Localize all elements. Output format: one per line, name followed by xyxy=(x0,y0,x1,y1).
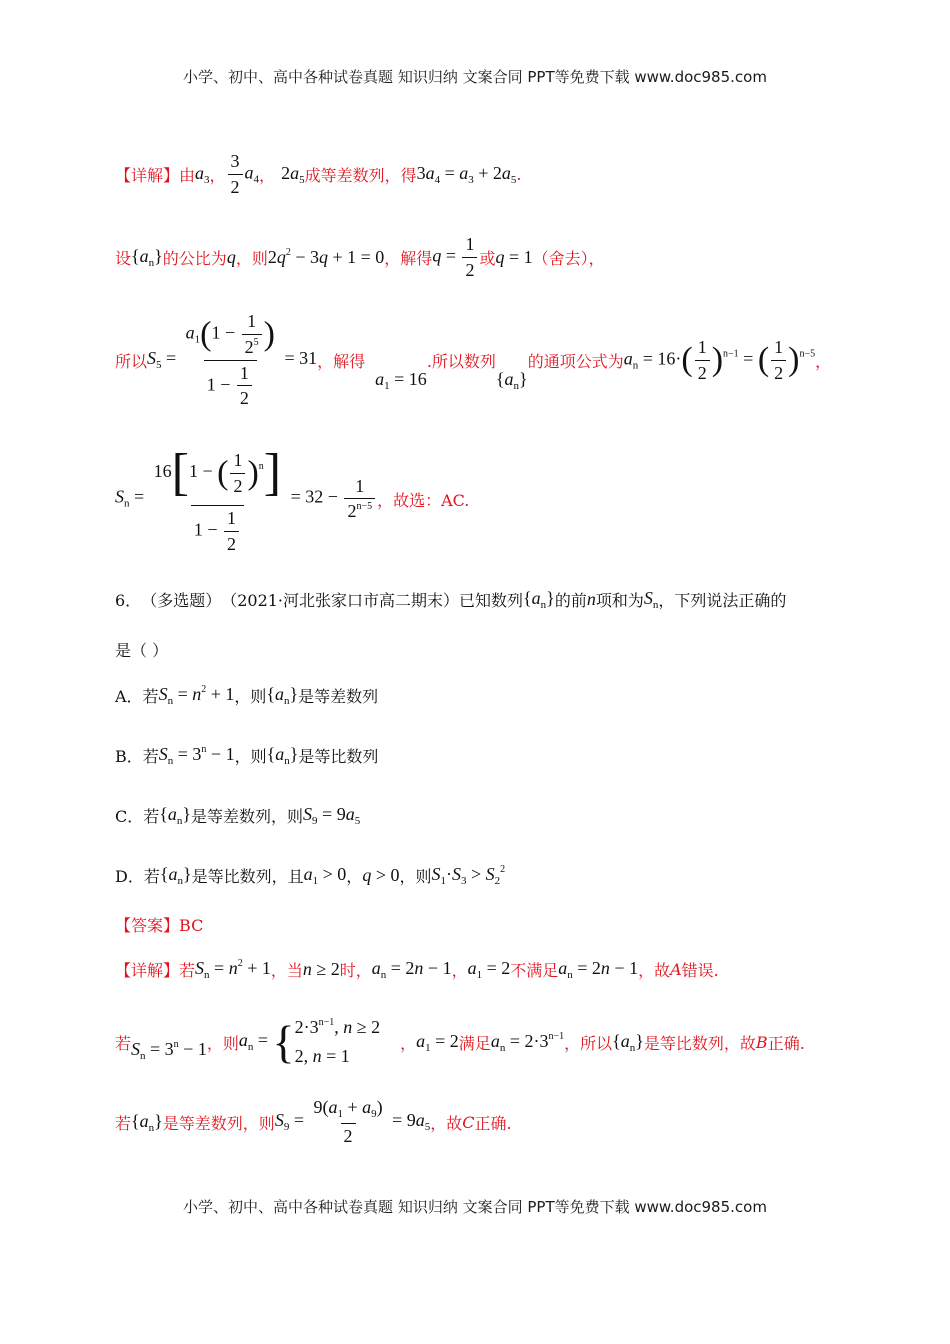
math-q: q xyxy=(226,246,236,267)
detail-line-3: 若 $\{a_n\}$ 是等差数列，则 $S_9$ = $\frac{9(a_1 + a_9)}{2}$ = $9a_5$ ，故 C 正确. xyxy=(115,1097,512,1146)
math-s5-formula: $S_5$ = $a_1(1$ − $\frac{1}{2^5}$ ) 1 − $\frac{1}{2}$ = 31 xyxy=(147,311,318,409)
answer-value: BC xyxy=(179,916,204,935)
page-header: 小学、初中、高中各种试卷真题 知识归纳 文案合同 PPT等免费下载 www.doc985.com xyxy=(183,68,767,86)
page-footer: 小学、初中、高中各种试卷真题 知识归纳 文案合同 PPT等免费下载 www.doc985.com xyxy=(183,1198,767,1216)
sol5-line-3: 所以 $S_5$ = $a_1(1$ − $\frac{1}{2^5}$ ) 1 − $\frac{1}{2}$ = 31 ，解得 $a_1 = 16$ .所以数列 $\{a_n\}$ 的通项公式为 $a_n = 16\cdot$( $\frac{1}{2}$ )$^{n-1}$ = ( $\frac{1}{2}$ )$^{n-5}$ ， xyxy=(115,311,832,409)
math-seq-an-2: $\{a_n\}$ xyxy=(495,368,528,392)
math-general-term: $a_n = 16\cdot$( $\frac{1}{2}$ )$^{n-1}$ = ( $\frac{1}{2}$ )$^{n-5}$ xyxy=(623,336,816,383)
sol5-line-4: $S_n$ = 16[1 − ( $\frac{1}{2}$ )$^n$] 1 − $\frac{1}{2}$ = 32 − $\frac{1}{2^{n-5}}$ ，故选：AC. xyxy=(115,444,470,554)
math-q-half: q = $\frac{1}{2}$ xyxy=(432,234,479,280)
question-number: 6． xyxy=(115,590,142,610)
math-eq-3a4: $3a_4 = a_3 + 2a_5$ xyxy=(416,162,517,186)
math-2a5: $2a_5$ xyxy=(281,162,305,186)
question-source: （2021·河北张家口市高二期末） xyxy=(221,590,460,610)
question-6-stem-cont: 是（ ） xyxy=(115,641,169,660)
math-seq-an: $\{a_n\}$ xyxy=(131,245,163,269)
math-quadratic: $2q^2 - 3q + 1 = 0$ xyxy=(267,246,385,267)
math-a3: $a_3$ xyxy=(195,162,210,186)
option-d: D．若 $\{a_n\}$ 是等比数列，且 $a_1 > 0$ ， q > 0 ，则 $S_1\cdot S_3 > S_2^2$ xyxy=(115,863,506,887)
math-a1-16: $a_1 = 16$ xyxy=(375,368,427,392)
detail-tag: 【详解】 xyxy=(115,165,180,185)
answer-line: 【答案】BC xyxy=(115,916,204,935)
option-c: C．若 $\{a_n\}$ 是等差数列，则 $S_9 = 9a_5$ xyxy=(115,803,361,827)
math-q-one: q = 1 xyxy=(495,246,533,267)
math-sn-formula: $S_n$ = 16[1 − ( $\frac{1}{2}$ )$^n$] 1 − $\frac{1}{2}$ = 32 − $\frac{1}{2^{n-5}}$ xyxy=(115,443,377,554)
question-6-stem: 6． （多选题） （2021·河北张家口市高二期末） 已知数列 $\{a_n\}$ 的前 n 项和为 $S_n$ ，下列说法正确的 xyxy=(115,587,787,611)
detail-line-2: 若 $S_n = 3^n - 1$ ，则 $a_n$ = { $2\cdot 3^{n-1}$, n ≥ 2 2, n = 1 ， $a_1 = 2$ 满足 $a_n = 2\cdot 3^{n-1}$ ，所以 $\{a_n\}$ 是等比数列，故 B 正确. xyxy=(115,1016,805,1068)
detail-line-1: 【详解】 若 $S_n = n^2 + 1$ ，当 n ≥ 2 时， $a_n = 2n - 1$ ， $a_1 = 2$ 不满足 $a_n = 2n - 1$ ，故 A 错误. xyxy=(115,957,719,981)
sol5-line-1: 【详解】 由 $a_3$ ， $\frac{3}{2}$ $a_4$ ， $2a_5$ 成等差数列，得 $3a_4 = a_3 + 2a_5$ . xyxy=(115,150,522,197)
option-b: B．若 $S_n = 3^n - 1$ ，则 $\{a_n\}$ 是等比数列 xyxy=(115,743,379,767)
math-3-2-a4: $\frac{3}{2}$ $a_4$ xyxy=(226,151,260,197)
sol5-line-2: 设 $\{a_n\}$ 的公比为 q ，则 $2q^2 - 3q + 1 = 0$ ，解得 q = $\frac{1}{2}$ 或 q = 1 （舍去）， xyxy=(115,233,605,280)
option-a: A．若 $S_n = n^2 + 1$ ，则 $\{a_n\}$ 是等差数列 xyxy=(115,683,379,707)
